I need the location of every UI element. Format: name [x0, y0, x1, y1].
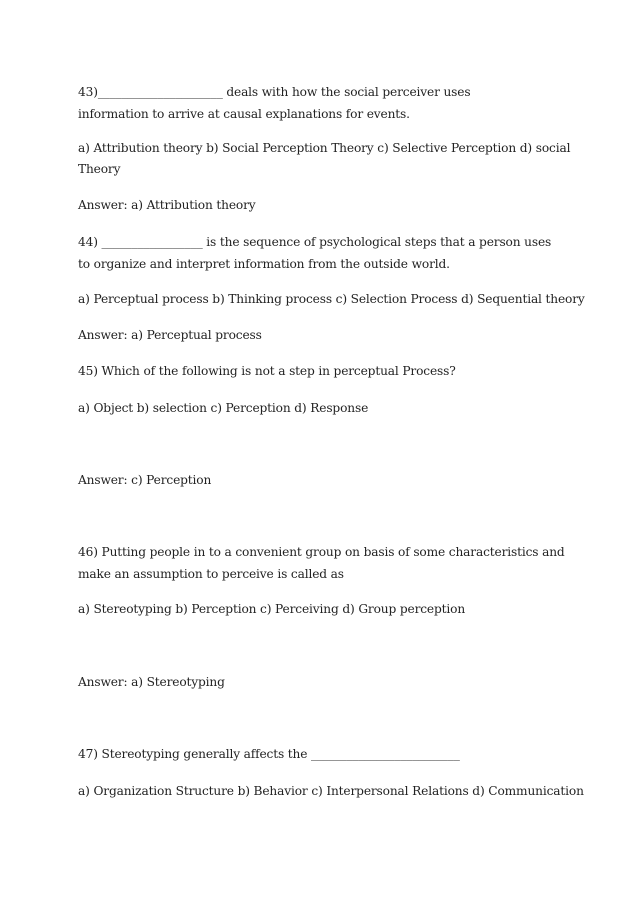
q43-options-line-2: Theory [78, 162, 121, 176]
q47-text-line-1: 47) Stereotyping generally affects the _________________________ [78, 747, 460, 761]
q43-text-line-1: 43)_____________________ deals with how the social perceiver uses [78, 85, 471, 99]
q46-text-line-2: make an assumption to perceive is called as [78, 567, 344, 581]
q43-text-line-2: information to arrive at causal explanations for events. [78, 107, 410, 121]
q44-text-line-1: 44) _________________ is the sequence of psychological steps that a person uses [78, 235, 552, 249]
q47-options: a) Organization Structure b) Behavior c) Interpersonal Relations d) Communication [78, 784, 584, 798]
q45-text-line-1: 45) Which of the following is not a step in perceptual Process? [78, 364, 456, 378]
q44-options: a) Perceptual process b) Thinking process c) Selection Process d) Sequential theory [78, 292, 585, 306]
q43-options-line-1: a) Attribution theory b) Social Perception Theory c) Selective Perception d) social [78, 141, 571, 155]
q45-answer: Answer: c) Perception [78, 473, 212, 487]
q46-options: a) Stereotyping b) Perception c) Perceiving d) Group perception [78, 602, 466, 616]
q43-answer: Answer: a) Attribution theory [78, 198, 256, 212]
q45-options: a) Object b) selection c) Perception d) Response [78, 401, 369, 415]
q44-text-line-2: to organize and interpret information from the outside world. [78, 257, 450, 271]
q44-answer: Answer: a) Perceptual process [78, 328, 262, 342]
q46-answer: Answer: a) Stereotyping [78, 675, 225, 689]
q46-text-line-1: 46) Putting people in to a convenient group on basis of some characteristics and [78, 545, 565, 559]
